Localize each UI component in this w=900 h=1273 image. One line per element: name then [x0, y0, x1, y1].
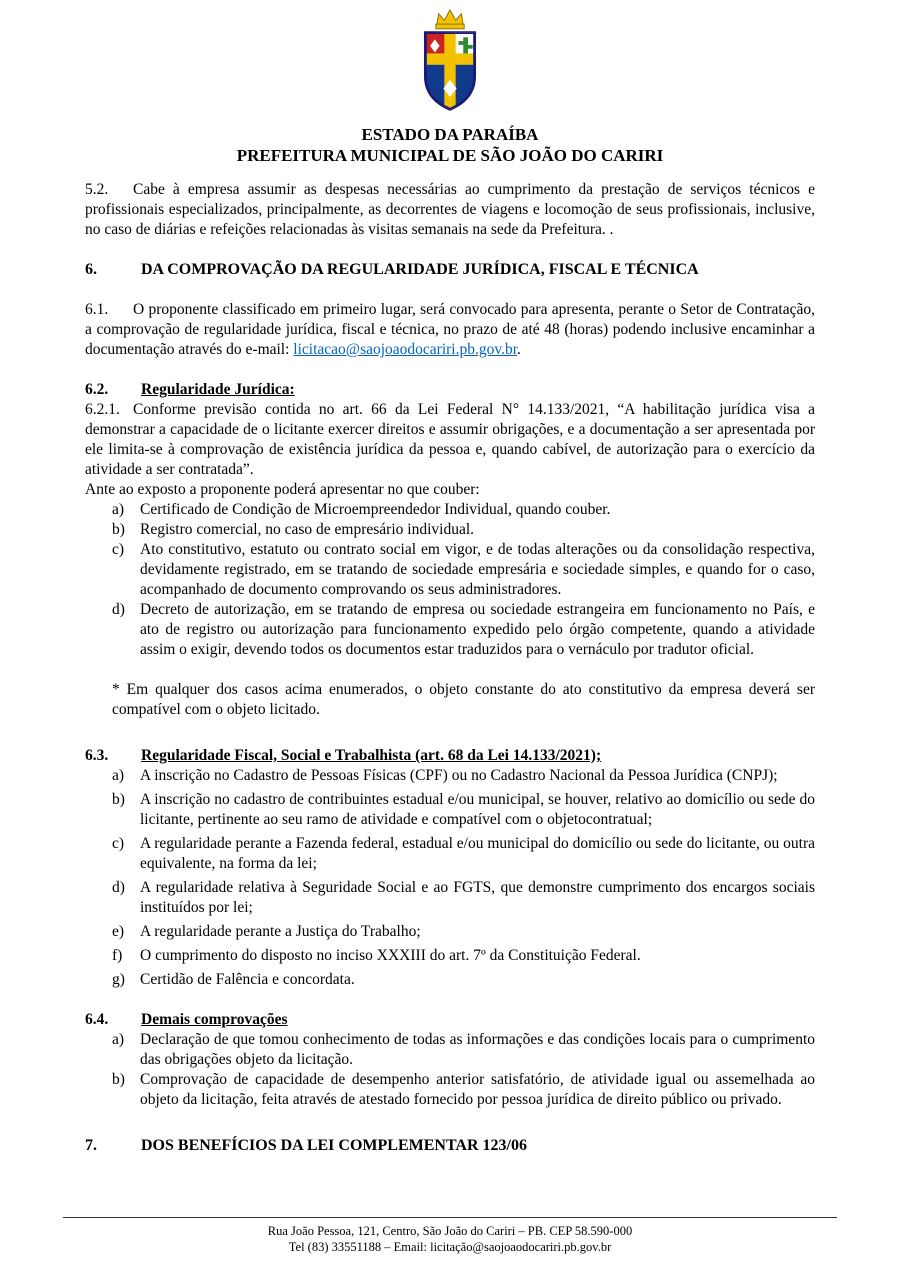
list-marker: e) — [112, 923, 125, 940]
list-item-text: Declaração de que tomou conhecimento de todas as informações e das condições locais para o cumprimento das obrigações objeto da licitação. — [140, 1031, 815, 1068]
list-item-text: A regularidade relativa à Seguridade Social e ao FGTS, que demonstre cumprimento dos encargos sociais instituídos por lei; — [140, 879, 815, 916]
list-marker: g) — [112, 971, 125, 988]
list-item — [112, 922, 815, 942]
email-link[interactable]: licitacao@saojoaodocariri.pb.gov.br — [293, 341, 518, 358]
list-item — [112, 600, 815, 660]
list-item — [112, 878, 815, 918]
header-state: ESTADO DA PARAÍBA — [361, 125, 539, 144]
list-marker: d) — [112, 601, 125, 618]
list-item-text: A regularidade perante a Fazenda federal, estadual e/ou municipal do domicílio ou sede do licitante, ou outra equivalente, na forma da lei; — [140, 835, 815, 872]
list-marker: b) — [112, 521, 125, 538]
note-6-2: * Em qualquer dos casos acima enumerados, o objeto constante do ato constitutivo da empresa deverá ser compatível com o objeto licitado. — [112, 681, 815, 718]
section-6-heading — [85, 260, 815, 280]
list-item-text: Certidão de Falência e concordata. — [140, 971, 355, 988]
list-item — [112, 834, 815, 874]
list-6-3 — [112, 766, 815, 990]
section-6-4-heading — [85, 1010, 815, 1030]
coat-of-arms-icon — [412, 8, 488, 120]
section-number: 7. — [85, 1137, 97, 1154]
section-number: 6.2. — [85, 381, 109, 398]
paragraph-text: Cabe à empresa assumir as despesas necessárias ao cumprimento da prestação de serviços técnicos e profissionais especializados, principalmente, as decorrentes de viagens e locomoção de seus profissionais, inclusive, no caso de diárias e refeições relacionadas às visitas semanais na sede da Prefeitura. . — [85, 181, 815, 238]
list-marker: b) — [112, 1071, 125, 1088]
list-marker: c) — [112, 835, 125, 852]
paragraph-5-2 — [85, 180, 815, 240]
section-6-3-heading — [85, 746, 815, 766]
list-item — [112, 946, 815, 966]
logo-container — [0, 8, 900, 120]
footer-contact: Tel (83) 33551188 – Email: licitação@saojoaodocariri.pb.gov.br — [288, 1240, 612, 1254]
list-item — [112, 970, 815, 990]
list-item-text: Comprovação de capacidade de desempenho anterior satisfatório, de atividade igual ou assemelhada ao objeto da licitação, feita através de atestado fornecido por pessoa jurídica de direito público ou privado. — [140, 1071, 815, 1108]
list-item — [112, 766, 815, 786]
paragraph-text: O proponente classificado em primeiro lugar, será convocado para apresenta, perante o Setor de Contratação, a comprovação de regularidade jurídica, fiscal e técnica, no prazo de até 48 (horas) podendo inclusive encaminhar a documentação através do e-mail: — [85, 301, 815, 358]
list-6-2 — [112, 500, 815, 660]
list-marker: c) — [112, 541, 125, 558]
list-6-4 — [112, 1030, 815, 1110]
list-item — [112, 500, 815, 520]
section-title: Regularidade Jurídica: — [141, 381, 295, 398]
section-number: 6.4. — [85, 1011, 109, 1028]
section-title: DA COMPROVAÇÃO DA REGULARIDADE JURÍDICA, FISCAL E TÉCNICA — [141, 261, 699, 278]
list-marker: a) — [112, 1031, 125, 1048]
list-item-text: A regularidade perante a Justiça do Trabalho; — [140, 923, 421, 940]
list-marker: d) — [112, 879, 125, 896]
list-marker: a) — [112, 501, 125, 518]
list-item — [112, 1030, 815, 1070]
list-item — [112, 520, 815, 540]
paragraph-6-2-1 — [85, 400, 815, 480]
paragraph-number: 5.2. — [85, 181, 109, 198]
footer-address: Rua João Pessoa, 121, Centro, São João do Cariri – PB. CEP 58.590-000 — [267, 1224, 633, 1238]
paragraph-number: 6.1. — [85, 301, 109, 318]
list-marker: a) — [112, 767, 125, 784]
paragraph-number: 6.2.1. — [85, 401, 120, 418]
header-city: PREFEITURA MUNICIPAL DE SÃO JOÃO DO CARIRI — [236, 146, 664, 165]
list-item — [112, 790, 815, 830]
section-title: Demais comprovações — [141, 1011, 288, 1028]
paragraph-6-2-intro: Ante ao exposto a proponente poderá apresentar no que couber: — [85, 481, 480, 498]
list-item-text: O cumprimento do disposto no inciso XXXIII do art. 7º da Constituição Federal. — [140, 947, 641, 964]
section-6-2-heading — [85, 380, 815, 400]
document-body — [85, 180, 815, 1156]
list-item-text: A inscrição no Cadastro de Pessoas Físicas (CPF) ou no Cadastro Nacional da Pessoa Jurídica (CNPJ); — [140, 767, 778, 784]
paragraph-text: . — [517, 341, 521, 358]
section-number: 6. — [85, 261, 97, 278]
document-footer — [63, 1217, 837, 1255]
list-item-text: Ato constitutivo, estatuto ou contrato social em vigor, e de todas alterações ou da consolidação respectiva, devidamente registrado, em se tratando de sociedade empresária e sociedade simples, e quando for o caso, acompanhado de documento comprovando os seus administradores. — [140, 541, 815, 598]
section-title: Regularidade Fiscal, Social e Trabalhista (art. 68 da Lei 14.133/2021); — [141, 747, 602, 764]
section-7-heading — [85, 1136, 815, 1156]
document-header — [0, 0, 900, 166]
list-item — [112, 1070, 815, 1110]
list-item — [112, 540, 815, 600]
section-number: 6.3. — [85, 747, 109, 764]
list-item-text: Decreto de autorização, em se tratando de empresa ou sociedade estrangeira em funcionamento no País, e ato de registro ou autorização para funcionamento expedido pelo órgão competente, quando a atividade assim o exigir, devendo todos os documentos estar traduzidos para o vernáculo por tradutor oficial. — [140, 601, 815, 658]
list-item-text: Certificado de Condição de Microempreendedor Individual, quando couber. — [140, 501, 611, 518]
list-item-text: Registro comercial, no caso de empresário individual. — [140, 521, 475, 538]
list-marker: b) — [112, 791, 125, 808]
section-title: DOS BENEFÍCIOS DA LEI COMPLEMENTAR 123/06 — [141, 1137, 527, 1154]
list-item-text: A inscrição no cadastro de contribuintes estadual e/ou municipal, se houver, relativo ao domicílio ou sede do licitante, pertinente ao seu ramo de atividade e compatível com o objetocontratual; — [140, 791, 815, 828]
paragraph-6-1 — [85, 300, 815, 360]
list-marker: f) — [112, 947, 123, 964]
paragraph-text: Conforme previsão contida no art. 66 da Lei Federal N° 14.133/2021, “A habilitação jurídica visa a demonstrar a capacidade de o licitante exercer direitos e assumir obrigações, e a documentação a ser apresentada por ele limita-se à comprovação de existência jurídica da pessoa e, quando cabível, de autorização para o exercício da atividade a ser contratada”. — [85, 401, 815, 478]
